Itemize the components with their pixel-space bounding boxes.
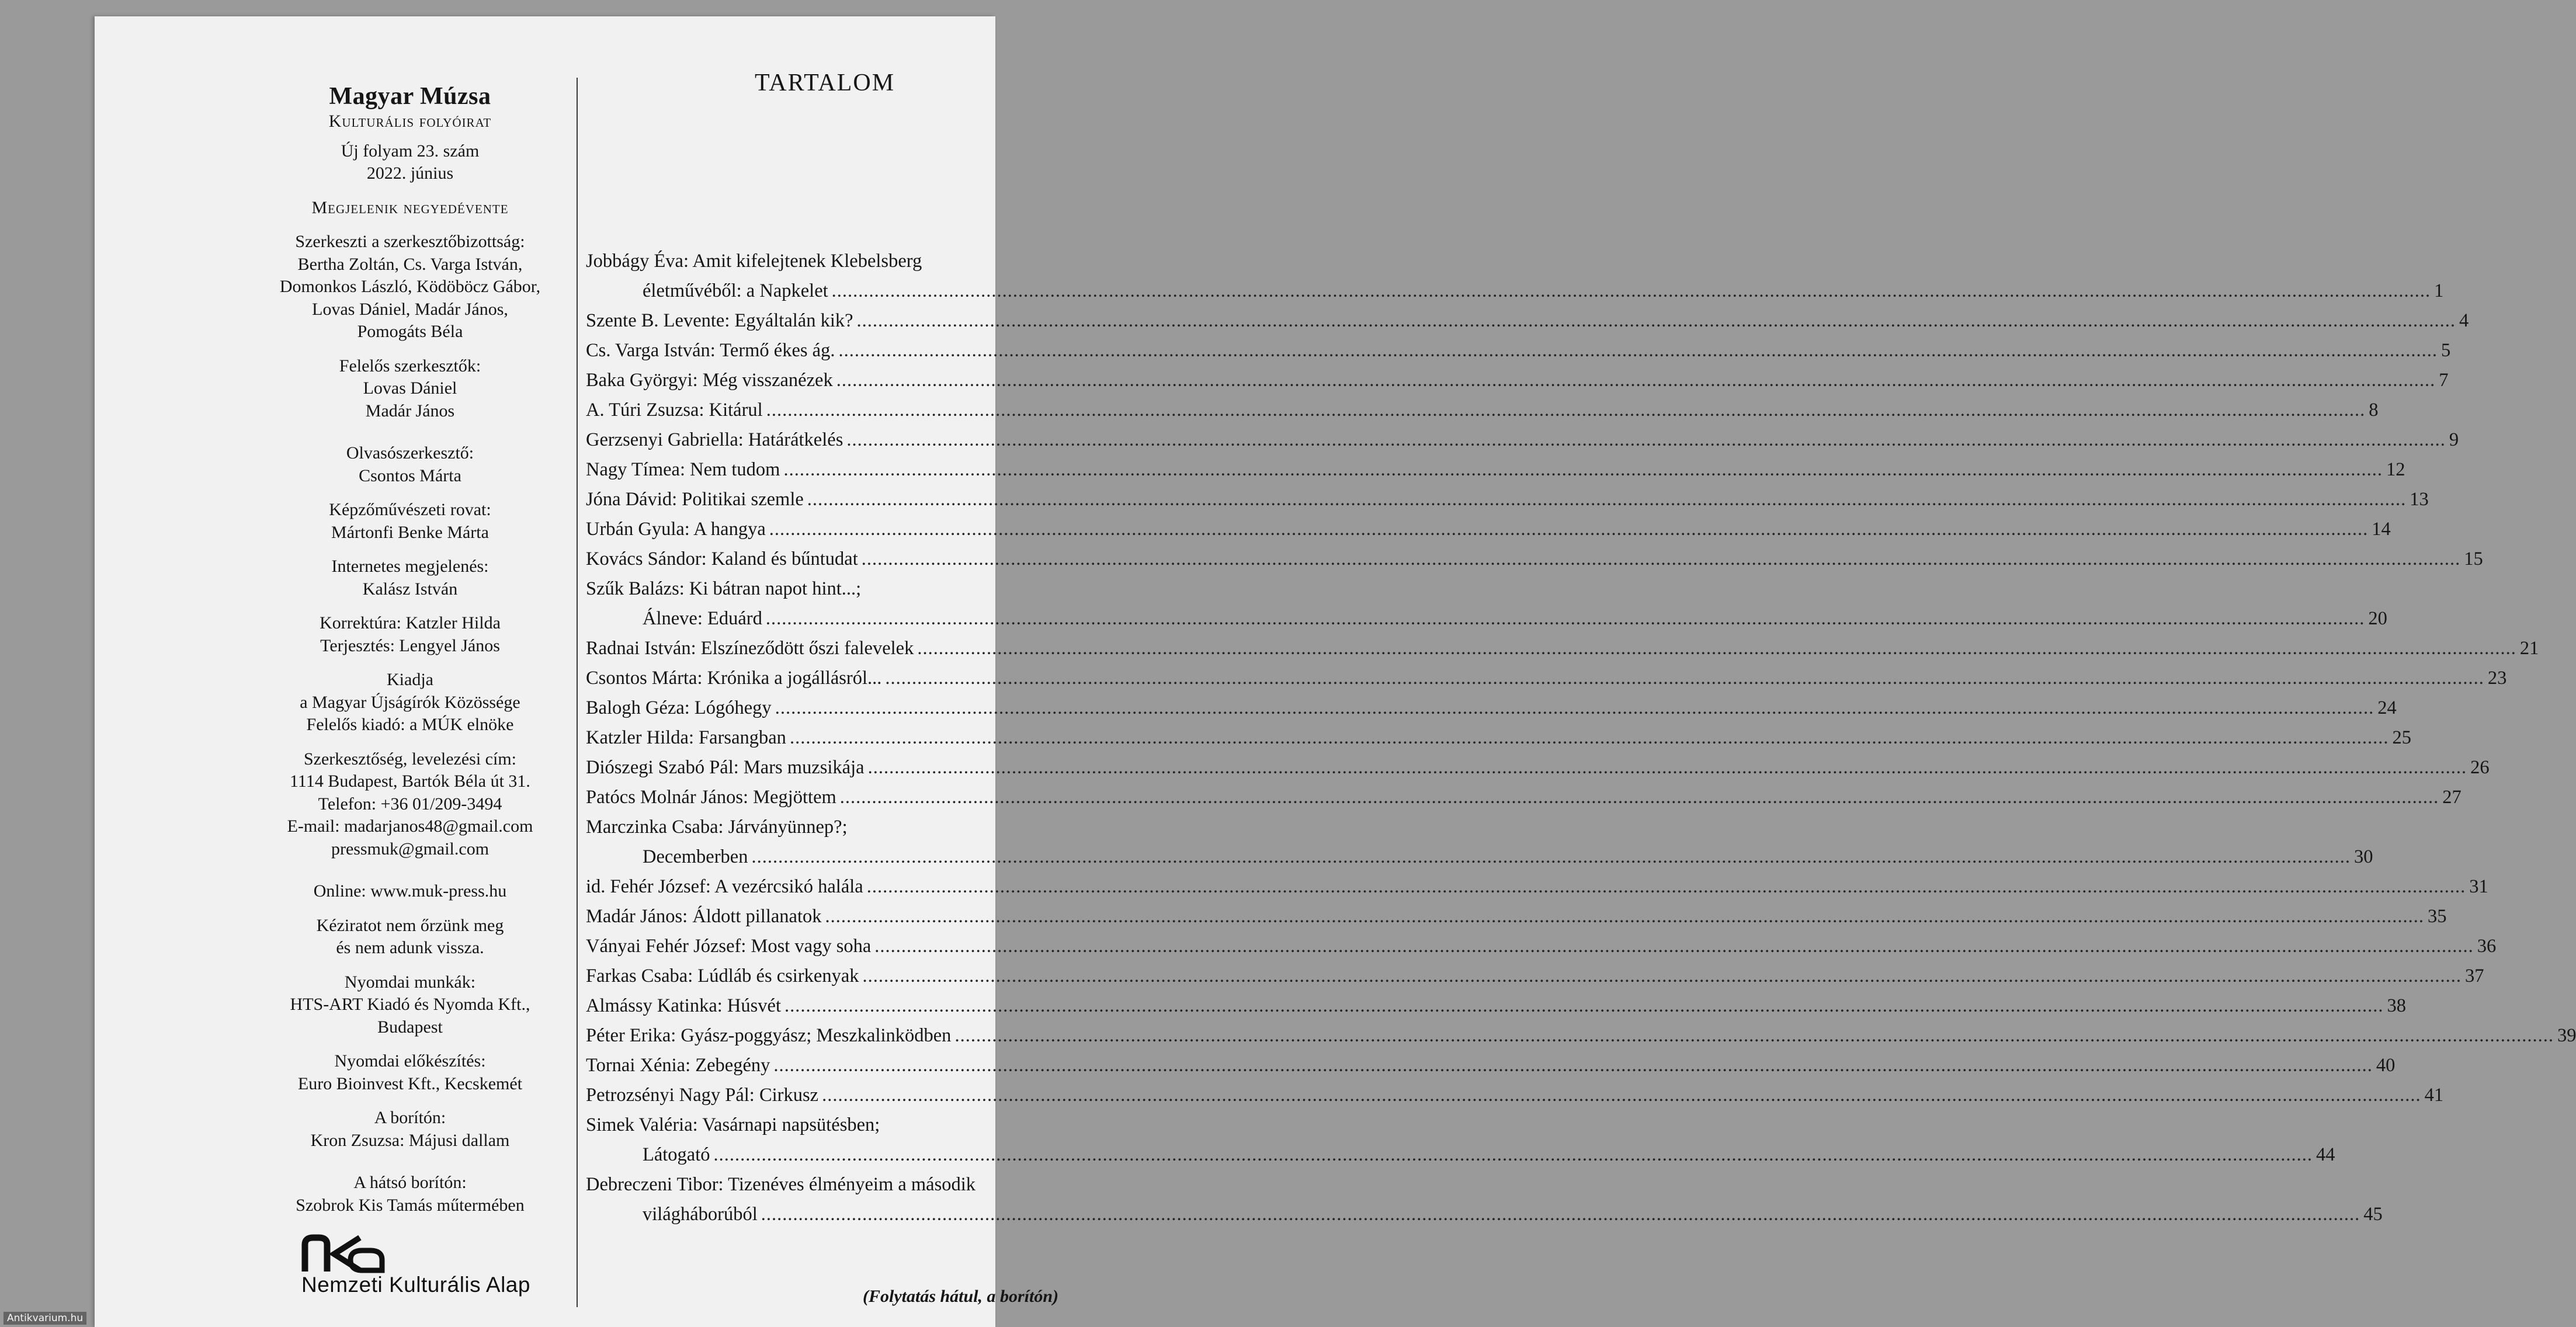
toc-entry-row [643, 842, 2373, 872]
board-line: Lovas Dániel, Madár János, [312, 299, 508, 319]
toc-entry-row [586, 872, 2488, 902]
toc-entry-row [586, 664, 2507, 693]
toc-entry-title: Katzler Hilda: Farsangban [586, 727, 786, 748]
toc-title: TARTALOM [755, 70, 895, 96]
toc-leader-dots: ............................................................................................................................................................................................................................................................................................................ [831, 280, 2431, 301]
toc-entry-title: Radnai István: Elszíneződött őszi falevelek [586, 638, 914, 659]
toc-leader-dots: ............................................................................................................................................................................................................................................................................................................ [766, 400, 2366, 421]
responsible-editors [252, 355, 568, 423]
toc-entry-row [586, 1021, 2576, 1051]
toc-entry-row [586, 1051, 2396, 1081]
toc-page-number: 45 [2363, 1204, 2383, 1225]
toc-entry-first-line: Simek Valéria: Vasárnapi napsütésben; [586, 1114, 880, 1135]
toc-entry-title: Nagy Tímea: Nem tudom [586, 459, 780, 480]
toc-entry-title: életművéből: a Napkelet [643, 280, 828, 301]
publisher-block [252, 669, 568, 737]
toc-entry-row [586, 961, 2484, 991]
prepress-heading: Nyomdai előkészítés: [334, 1051, 486, 1071]
board-line: Bertha Zoltán, Cs. Varga István, [297, 254, 523, 274]
toc-entry [586, 1081, 2444, 1110]
internet-section [252, 555, 568, 600]
toc-page-number: 39 [2557, 1025, 2576, 1046]
nka-logo [299, 1234, 568, 1304]
manuscript-line: és nem adunk vissza. [336, 938, 484, 957]
toc-leader-dots: ............................................................................................................................................................................................................................................................................................................ [784, 995, 2384, 1016]
toc-page-number: 38 [2387, 995, 2406, 1016]
online-url: Online: www.muk-press.hu [313, 881, 507, 901]
toc-entry-title: Kovács Sándor: Kaland és bűntudat [586, 548, 858, 569]
toc-entry-row [586, 485, 2429, 515]
toc-page-number: 26 [2470, 757, 2490, 778]
toc-page-number: 1 [2434, 280, 2444, 301]
toc-entry-title: Péter Erika: Gyász-poggyász; Meszkalinködben [586, 1025, 952, 1046]
toc-page-number: 5 [2440, 340, 2451, 361]
toc-entry-row [586, 1081, 2444, 1110]
toc-entry-row [586, 634, 2539, 664]
table-of-contents [586, 246, 2576, 1229]
toc-entry-row [586, 455, 2405, 485]
toc-entry-first-line: Jobbágy Éva: Amit kifelejtenek Klebelsberg [586, 251, 922, 272]
address-line: 1114 Budapest, Bartók Béla út 31. [290, 772, 530, 791]
art-name: Mártonfi Benke Márta [331, 522, 489, 542]
toc-entry-title: Balogh Géza: Lógóhegy [586, 697, 772, 718]
publisher-line: Felelős kiadó: a MÚK elnöke [306, 715, 514, 734]
manuscript-note [252, 915, 568, 960]
toc-entry-row [586, 991, 2406, 1021]
toc-entry-first-line: Debreczeni Tibor: Tizenéves élményeim a második [586, 1174, 976, 1195]
magazine-subtitle: Kulturális folyóirat [328, 112, 492, 131]
toc-leader-dots: ............................................................................................................................................................................................................................................................................................................ [769, 519, 2369, 540]
toc-entry-row [586, 723, 2411, 753]
toc-entry-row [586, 932, 2497, 961]
toc-leader-dots: ............................................................................................................................................................................................................................................................................................................ [846, 429, 2446, 450]
toc-page-number: 31 [2469, 876, 2488, 897]
toc-entry [586, 425, 2459, 455]
printing-line: HTS-ART Kiadó és Nyomda Kft., [290, 995, 530, 1014]
toc-entry [586, 455, 2405, 485]
publisher-line: a Magyar Újságírók Közössége [300, 692, 520, 712]
distribution: Terjesztés: Lengyel János [320, 635, 500, 655]
toc-entry [586, 544, 2483, 574]
toc-entry-title: Ványai Fehér József: Most vagy soha [586, 936, 872, 957]
toc-entry [586, 306, 2469, 336]
toc-page-number: 13 [2410, 489, 2429, 510]
editorial-board [252, 231, 568, 343]
toc-page-number: 12 [2386, 459, 2405, 480]
toc-leader-dots: ............................................................................................................................................................................................................................................................................................................ [775, 697, 2374, 718]
toc-leader-dots: ............................................................................................................................................................................................................................................................................................................ [836, 370, 2436, 391]
frequency-note: Megjelenik negyedévente [311, 197, 509, 217]
board-line: Pomogáts Béla [357, 322, 463, 341]
toc-leader-dots: ............................................................................................................................................................................................................................................................................................................ [917, 638, 2516, 659]
internet-name: Kalász István [362, 579, 458, 599]
toc-leader-dots: ............................................................................................................................................................................................................................................................................................................ [885, 668, 2484, 689]
proof-distribution [252, 612, 568, 657]
toc-leader-dots: ............................................................................................................................................................................................................................................................................................................ [761, 1204, 2360, 1225]
publisher-line: Kiadja [387, 670, 433, 689]
toc-page-number: 37 [2465, 965, 2484, 986]
internet-heading: Internetes megjelenés: [331, 557, 489, 576]
toc-entry [586, 693, 2397, 723]
toc-entry-title: id. Fehér József: A vezércsikó halála [586, 876, 863, 897]
toc-leader-dots: ............................................................................................................................................................................................................................................................................................................ [861, 548, 2461, 569]
toc-entry-row [586, 753, 2490, 783]
toc-leader-dots: ............................................................................................................................................................................................................................................................................................................ [856, 310, 2456, 331]
toc-page-number: 15 [2464, 548, 2483, 569]
reader-name: Csontos Márta [359, 466, 461, 485]
toc-footnote: (Folytatás hátul, a borítón) [863, 1287, 1059, 1306]
toc-entry-title: Farkas Csaba: Lúdláb és csirkenyak [586, 965, 859, 986]
toc-entry [586, 1170, 2383, 1229]
toc-entry [586, 1051, 2396, 1081]
nka-logo-icon [301, 1234, 395, 1273]
issue-date: 2022. június [366, 164, 454, 183]
toc-page-number: 8 [2369, 400, 2379, 421]
toc-leader-dots: ............................................................................................................................................................................................................................................................................................................ [825, 906, 2424, 927]
toc-entry [586, 336, 2451, 366]
nka-logo-text: Nemzeti Kulturális Alap [301, 1273, 530, 1297]
column-divider [577, 78, 578, 1307]
issue-block [252, 140, 568, 185]
toc-entry-title: Gerzsenyi Gabriella: Határátkelés [586, 429, 843, 450]
toc-entry [586, 664, 2507, 693]
toc-entry-title: Szente B. Levente: Egyáltalán kik? [586, 310, 853, 331]
toc-entry [586, 634, 2539, 664]
toc-entry [586, 246, 2444, 306]
cover-block [252, 1107, 568, 1152]
toc-entry-title: Petrozsényi Nagy Pál: Cirkusz [586, 1085, 819, 1106]
responsible-heading: Felelős szerkesztők: [339, 356, 481, 376]
toc-entry [586, 574, 2387, 634]
toc-page-number: 41 [2424, 1085, 2444, 1106]
toc-leader-dots: ............................................................................................................................................................................................................................................................................................................ [713, 1144, 2313, 1165]
toc-leader-dots: ............................................................................................................................................................................................................................................................................................................ [874, 936, 2474, 957]
board-heading: Szerkeszti a szerkesztőbizottság: [295, 232, 525, 251]
printing-heading: Nyomdai munkák: [344, 972, 476, 992]
toc-entry-title: Jóna Dávid: Politikai szemle [586, 489, 804, 510]
toc-leader-dots: ............................................................................................................................................................................................................................................................................................................ [866, 876, 2466, 897]
phone-line: Telefon: +36 01/209-3494 [318, 794, 502, 814]
toc-entry-title: A. Túri Zsuzsa: Kitárul [586, 400, 763, 421]
toc-leader-dots: ............................................................................................................................................................................................................................................................................................................ [838, 340, 2438, 361]
colophon [252, 78, 568, 1217]
toc-page-number: 35 [2427, 906, 2447, 927]
back-cover-block [252, 1172, 568, 1217]
toc-entry [586, 723, 2411, 753]
toc-entry-title: világháborúból [643, 1204, 758, 1225]
toc-leader-dots: ............................................................................................................................................................................................................................................................................................................ [807, 489, 2407, 510]
toc-page-number: 24 [2377, 697, 2397, 718]
issue-number: Új folyam 23. szám [341, 141, 480, 161]
toc-entry-title: Tornai Xénia: Zebegény [586, 1055, 770, 1076]
toc-entry-row [586, 783, 2462, 812]
printing-line: Budapest [377, 1017, 443, 1037]
toc-leader-dots: ............................................................................................................................................................................................................................................................................................................ [773, 1055, 2373, 1076]
art-heading: Képzőművészeti rovat: [329, 500, 491, 519]
toc-page-number: 40 [2376, 1055, 2396, 1076]
toc-entry [586, 395, 2379, 425]
toc-entry-title: Csontos Márta: Krónika a jogállásról... [586, 668, 882, 689]
address-line: Szerkesztőség, levelezési cím: [303, 749, 516, 769]
reader-editor [252, 442, 568, 487]
toc-entry-title: Cs. Varga István: Termő ékes ág. [586, 340, 835, 361]
proofreading: Korrektúra: Katzler Hilda [320, 613, 501, 633]
art-section [252, 499, 568, 544]
toc-page-number: 27 [2442, 787, 2462, 808]
toc-entry [586, 872, 2488, 902]
toc-entry-row [643, 604, 2387, 634]
printing-block [252, 971, 568, 1039]
toc-leader-dots: ............................................................................................................................................................................................................................................................................................................ [751, 846, 2351, 867]
toc-entry-row [586, 425, 2459, 455]
toc-leader-dots: ............................................................................................................................................................................................................................................................................................................ [783, 459, 2383, 480]
toc-page-number: 44 [2316, 1144, 2335, 1165]
magazine-page [95, 16, 2576, 1327]
toc-leader-dots: ............................................................................................................................................................................................................................................................................................................ [839, 787, 2439, 808]
toc-leader-dots: ............................................................................................................................................................................................................................................................................................................ [765, 608, 2365, 629]
back-cover-heading: A hátsó borítón: [353, 1173, 467, 1192]
toc-page-number: 9 [2449, 429, 2459, 450]
toc-entry [586, 485, 2429, 515]
toc-leader-dots: ............................................................................................................................................................................................................................................................................................................ [867, 757, 2467, 778]
toc-entry-row [586, 902, 2447, 932]
toc-entry-first-line: Marczinka Csaba: Járványünnep?; [586, 817, 848, 838]
toc-entry-title: Diószegi Szabó Pál: Mars muzsikája [586, 757, 865, 778]
toc-entry [586, 1110, 2335, 1170]
toc-entry-title: Patócs Molnár János: Megjöttem [586, 787, 836, 808]
magazine-title: Magyar Múzsa [329, 83, 491, 110]
toc-entry [586, 902, 2447, 932]
toc-page-number: 23 [2487, 668, 2507, 689]
toc-entry-row [643, 1200, 2383, 1229]
toc-page-number: 14 [2372, 519, 2391, 540]
watermark: Antikvarium.hu [4, 1312, 86, 1325]
toc-entry-title: Decemberben [643, 846, 748, 867]
address-block [252, 748, 568, 861]
toc-entry-title: Álneve: Eduárd [643, 608, 762, 629]
toc-entry-row [643, 276, 2444, 306]
toc-entry-title: Madár János: Áldott pillanatok [586, 906, 822, 927]
toc-page-number: 25 [2392, 727, 2411, 748]
responsible-name: Lovas Dániel [363, 378, 457, 398]
toc-entry [586, 783, 2462, 812]
board-line: Domonkos László, Ködöböcz Gábor, [279, 277, 541, 296]
toc-entry-title: Baka Györgyi: Még visszanézek [586, 370, 833, 391]
toc-leader-dots: ............................................................................................................................................................................................................................................................................................................ [822, 1085, 2421, 1106]
toc-page-number: 36 [2477, 936, 2497, 957]
prepress-name: Euro Bioinvest Kft., Kecskemét [297, 1074, 523, 1093]
toc-page-number: 21 [2519, 638, 2539, 659]
toc-entry-row [643, 1140, 2335, 1170]
reader-heading: Olvasószerkesztő: [346, 443, 474, 463]
toc-leader-dots: ............................................................................................................................................................................................................................................................................................................ [789, 727, 2389, 748]
toc-entry [586, 812, 2373, 872]
email-line: pressmuk@gmail.com [331, 839, 489, 859]
toc-entry-title: Látogató [643, 1144, 710, 1165]
toc-entry [586, 1021, 2576, 1051]
toc-entry-title: Urbán Gyula: A hangya [586, 519, 766, 540]
toc-entry-row [586, 515, 2391, 544]
toc-entry [586, 515, 2391, 544]
prepress-block [252, 1050, 568, 1095]
toc-entry [586, 366, 2449, 395]
cover-heading: A borítón: [374, 1108, 446, 1127]
toc-entry-row [586, 336, 2451, 366]
toc-leader-dots: ............................................................................................................................................................................................................................................................................................................ [862, 965, 2462, 986]
toc-entry-row [586, 306, 2469, 336]
toc-entry-row [586, 544, 2483, 574]
toc-entry [586, 991, 2406, 1021]
toc-entry-row [586, 693, 2397, 723]
toc-entry-row [586, 395, 2379, 425]
cover-text: Kron Zsuzsa: Májusi dallam [310, 1130, 510, 1150]
toc-entry [586, 961, 2484, 991]
toc-entry-row [586, 366, 2449, 395]
manuscript-line: Kéziratot nem őrzünk meg [316, 915, 504, 935]
email-line: E-mail: madarjanos48@gmail.com [287, 817, 533, 836]
toc-entry [586, 932, 2497, 961]
toc-page-number: 30 [2353, 846, 2373, 867]
toc-page-number: 20 [2368, 608, 2387, 629]
back-cover-text: Szobrok Kis Tamás műtermében [296, 1195, 525, 1215]
toc-page-number: 4 [2459, 310, 2469, 331]
responsible-name: Madár János [365, 401, 455, 421]
toc-entry-title: Almássy Katinka: Húsvét [586, 995, 781, 1016]
toc-page-number: 7 [2439, 370, 2449, 391]
toc-entry-first-line: Szűk Balázs: Ki bátran napot hint...; [586, 578, 862, 599]
toc-entry [586, 753, 2490, 783]
toc-leader-dots: ............................................................................................................................................................................................................................................................................................................ [954, 1025, 2554, 1046]
